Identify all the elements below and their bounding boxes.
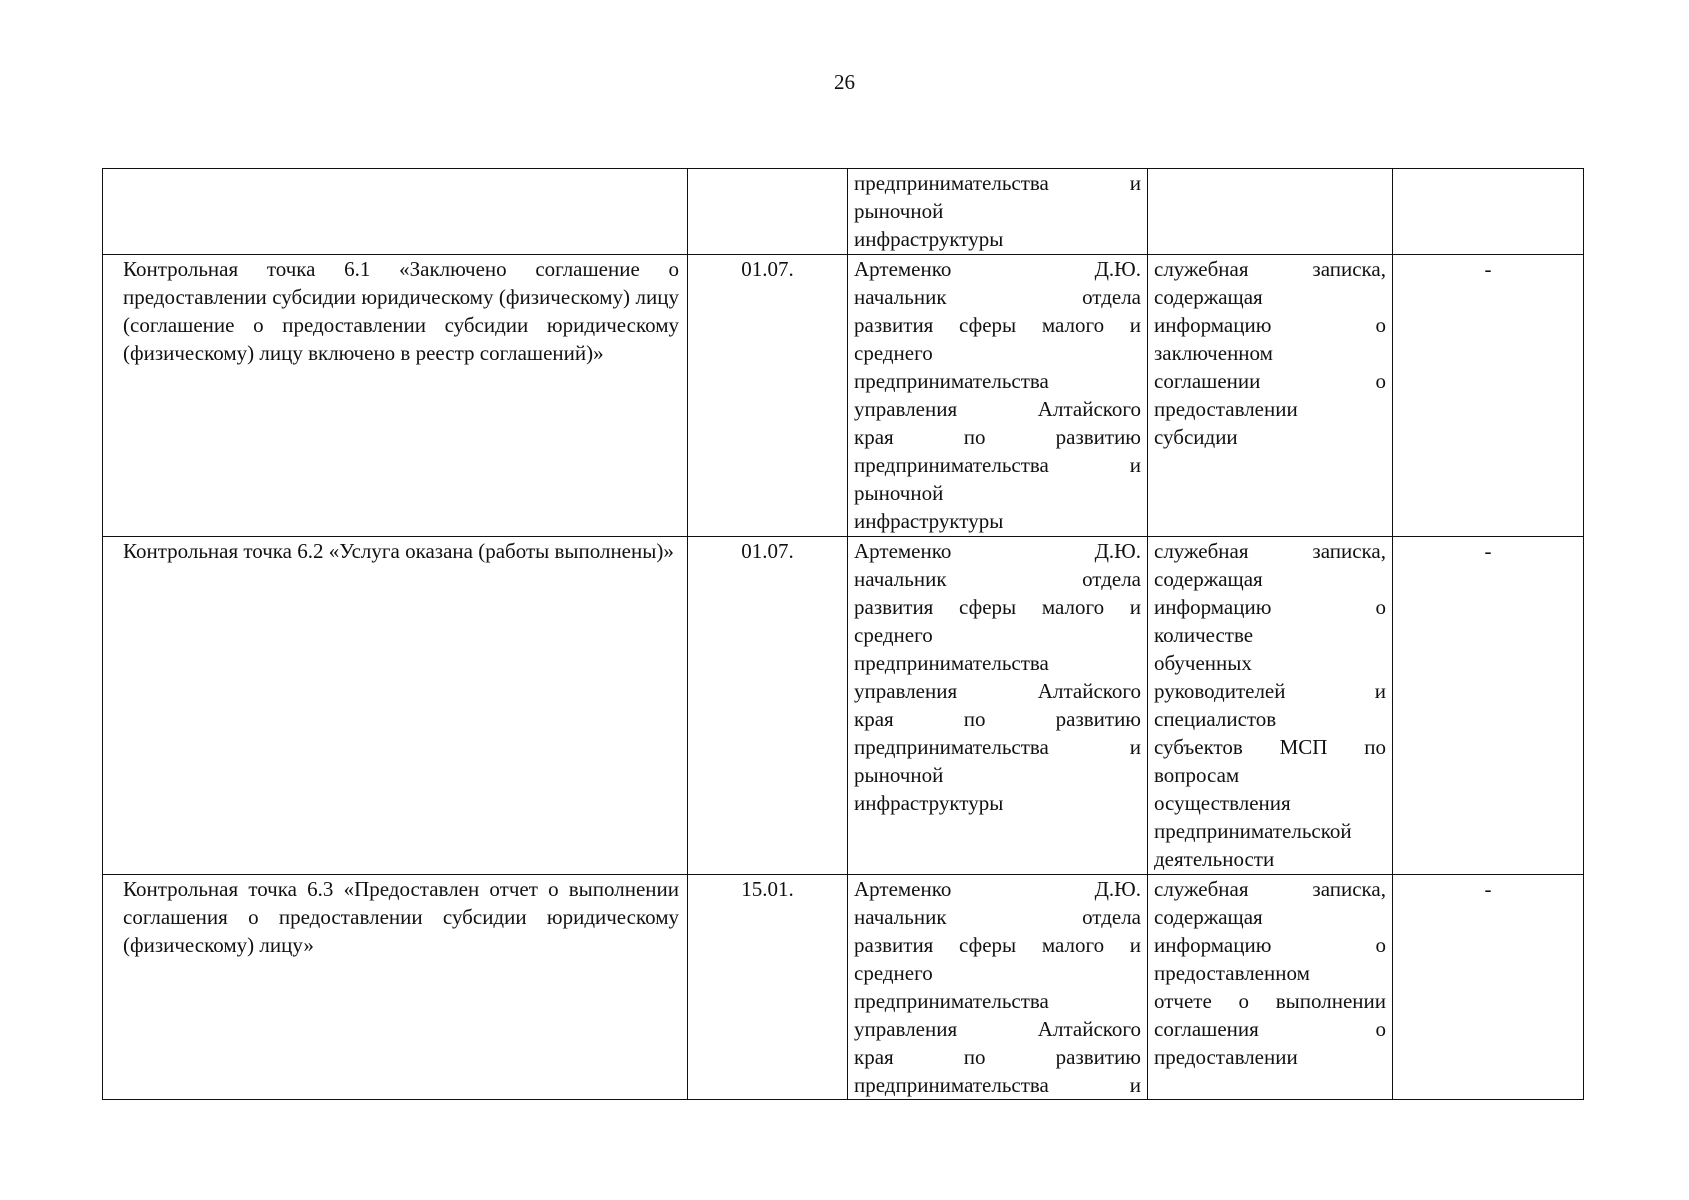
cell-line: края по развитию — [854, 425, 1141, 449]
responsible-cell — [848, 255, 1148, 537]
date-cell: 01.07. — [688, 255, 848, 537]
cell-line: среднего — [854, 341, 933, 365]
cell-line: соглашении о — [1154, 369, 1386, 393]
cell-line: специалистов — [1154, 707, 1277, 731]
cell-line: служебная записка, — [1154, 539, 1386, 563]
responsible-cell — [848, 537, 1148, 875]
cell-line: содержащая — [1154, 905, 1263, 929]
cell-line: Артеменко Д.Ю. — [854, 877, 1141, 901]
cell-line: Артеменко Д.Ю. — [854, 539, 1141, 563]
cell-line: субсидии — [1154, 425, 1238, 449]
event-cell: Контрольная точка 6.2 «Услуга оказана (работы выполнены)» — [103, 537, 688, 875]
date-cell — [688, 169, 848, 255]
cell-line: предпринимательства — [854, 989, 1049, 1013]
cell-line: предпринимательства и — [854, 1073, 1141, 1097]
event-cell: Контрольная точка 6.3 «Предоставлен отчет о выполнении соглашения о предоставлении субсидии юридическому (физическому) лицу» — [103, 875, 688, 1100]
cell-line: развития сферы малого и — [854, 313, 1141, 337]
cell-line: предпринимательства — [854, 651, 1049, 675]
control-points-table — [102, 168, 1584, 1100]
responsible-cell — [848, 169, 1148, 255]
date-cell: 01.07. — [688, 537, 848, 875]
cell-line: субъектов МСП по — [1154, 735, 1386, 759]
cell-line: инфраструктуры — [854, 791, 1004, 815]
cell-line: служебная записка, — [1154, 257, 1386, 281]
cell-line: предпринимательства и — [854, 171, 1141, 195]
cell-line: отчете о выполнении — [1154, 989, 1386, 1013]
table-row — [103, 169, 1584, 255]
cell-line: количестве — [1154, 623, 1254, 647]
document-cell — [1148, 537, 1393, 875]
cell-line: вопросам — [1154, 763, 1240, 787]
cell-line: соглашения о — [1154, 1017, 1386, 1041]
cell-line: рыночной — [854, 763, 944, 787]
cell-line: предпринимательства и — [854, 735, 1141, 759]
cell-line: предоставленном — [1154, 961, 1310, 985]
document-cell — [1148, 875, 1393, 1100]
cell-line: начальник отдела — [854, 567, 1141, 591]
cell-line: предоставлении — [1154, 397, 1298, 421]
event-cell: Контрольная точка 6.1 «Заключено соглашение о предоставлении субсидии юридическому (физическому) лицу (соглашение о предоставлении субсидии юридическому (физическому) лицу включено в реестр соглашений)» — [103, 255, 688, 537]
cell-line: среднего — [854, 623, 933, 647]
cell-line: развития сферы малого и — [854, 595, 1141, 619]
cell-line: содержащая — [1154, 567, 1263, 591]
cell-line: служебная записка, — [1154, 877, 1386, 901]
cell-line: содержащая — [1154, 285, 1263, 309]
cell-line: края по развитию — [854, 707, 1141, 731]
cell-line: управления Алтайского — [854, 1017, 1141, 1041]
mark-cell: - — [1393, 255, 1584, 537]
page-number: 26 — [834, 70, 855, 94]
cell-line: руководителей и — [1154, 679, 1386, 703]
mark-cell — [1393, 169, 1584, 255]
cell-line: инфраструктуры — [854, 509, 1004, 533]
cell-line: заключенном — [1154, 341, 1273, 365]
cell-line: информацию о — [1154, 595, 1386, 619]
cell-line: деятельности — [1154, 847, 1275, 871]
cell-line: инфраструктуры — [854, 227, 1004, 251]
document-cell — [1148, 169, 1393, 255]
cell-line: среднего — [854, 961, 933, 985]
cell-line: начальник отдела — [854, 905, 1141, 929]
cell-line: предоставлении — [1154, 1045, 1298, 1069]
responsible-cell — [848, 875, 1148, 1100]
cell-line: обученных — [1154, 651, 1252, 675]
cell-line: осуществления — [1154, 791, 1291, 815]
cell-line: управления Алтайского — [854, 397, 1141, 421]
cell-line: информацию о — [1154, 933, 1386, 957]
event-cell — [103, 169, 688, 255]
date-cell: 15.01. — [688, 875, 848, 1100]
cell-line: рыночной — [854, 199, 944, 223]
cell-line: предпринимательства — [854, 369, 1049, 393]
cell-line: развития сферы малого и — [854, 933, 1141, 957]
cell-line: управления Алтайского — [854, 679, 1141, 703]
cell-line: предпринимательской — [1154, 819, 1352, 843]
mark-cell: - — [1393, 875, 1584, 1100]
cell-line: края по развитию — [854, 1045, 1141, 1069]
table-row — [103, 255, 1584, 537]
mark-cell: - — [1393, 537, 1584, 875]
cell-line: начальник отдела — [854, 285, 1141, 309]
document-cell — [1148, 255, 1393, 537]
table-row — [103, 537, 1584, 875]
cell-line: рыночной — [854, 481, 944, 505]
cell-line: информацию о — [1154, 313, 1386, 337]
table-row — [103, 875, 1584, 1100]
cell-line: Артеменко Д.Ю. — [854, 257, 1141, 281]
cell-line: предпринимательства и — [854, 453, 1141, 477]
